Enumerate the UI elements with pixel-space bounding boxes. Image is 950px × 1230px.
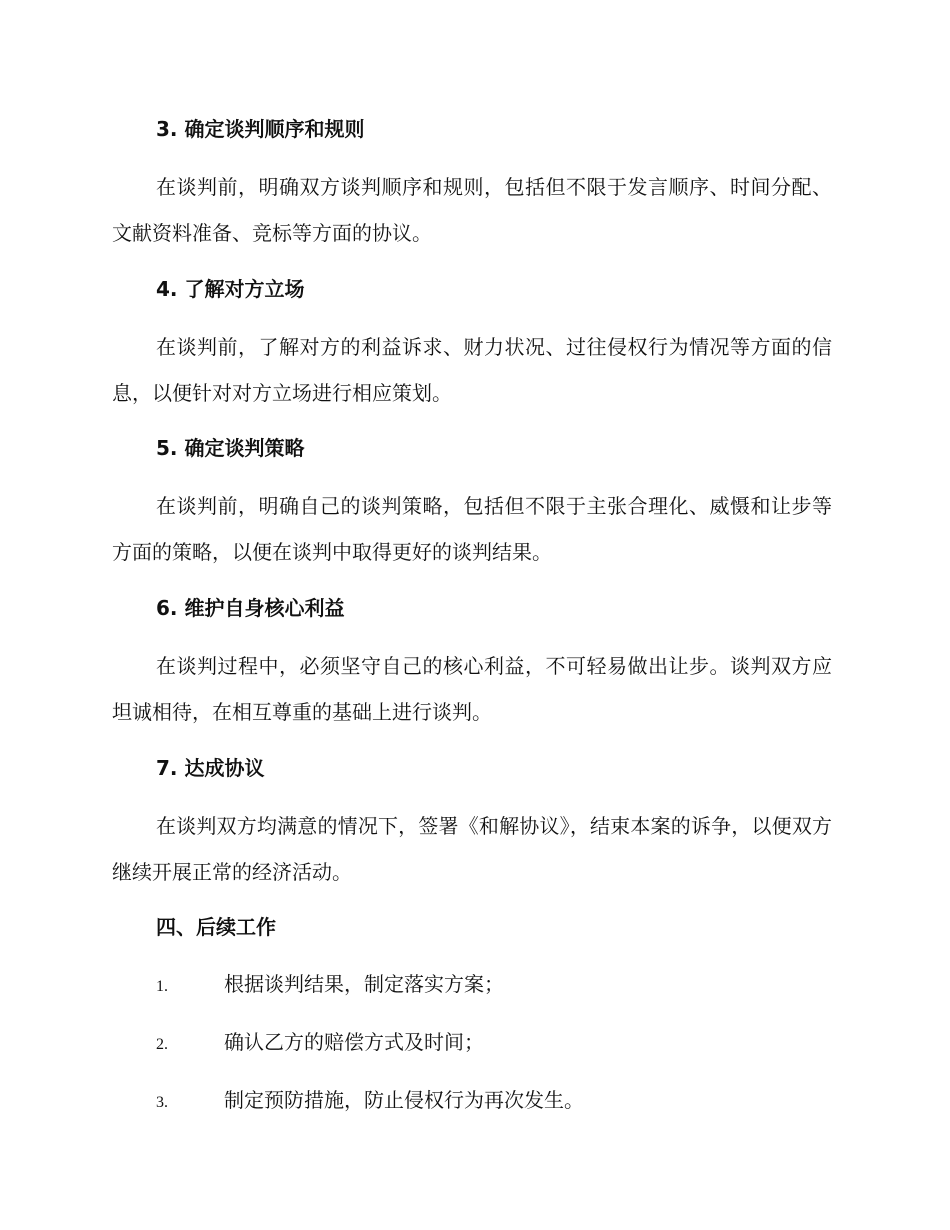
section-paragraph: 在谈判过程中，必须坚守自己的核心利益，不可轻易做出让步。谈判双方应坦诚相待，在相互尊重的基础上进行谈判。: [112, 654, 832, 724]
section-paragraph: 在谈判前，明确双方谈判顺序和规则，包括但不限于发言顺序、时间分配、文献资料准备、竞标等方面的协议。: [112, 175, 832, 245]
list-item: [156, 970, 504, 1001]
section-paragraph: 在谈判前，明确自己的谈判策略，包括但不限于主张合理化、威慑和让步等方面的策略，以便在谈判中取得更好的谈判结果。: [112, 494, 832, 564]
section-heading: 3. 确定谈判顺序和规则: [156, 117, 365, 141]
list-text: 确认乙方的赔偿方式及时间；: [224, 1030, 484, 1054]
list-number: 2.: [156, 1036, 168, 1053]
section-heading: 6. 维护自身核心利益: [156, 596, 345, 620]
list-text: 制定预防措施，防止侵权行为再次发生。: [224, 1088, 584, 1112]
section-paragraph: 在谈判双方均满意的情况下，签署《和解协议》，结束本案的诉争，以便双方继续开展正常的经济活动。: [112, 814, 832, 884]
section-four-heading: 四、后续工作: [156, 915, 276, 939]
section-paragraph: 在谈判前，了解对方的利益诉求、财力状况、过往侵权行为情况等方面的信息，以便针对对方立场进行相应策划。: [112, 335, 832, 405]
list-text: 根据谈判结果，制定落实方案；: [224, 972, 504, 996]
section-heading: 7. 达成协议: [156, 756, 265, 780]
list-number: 3.: [156, 1094, 168, 1111]
list-item: [156, 1086, 584, 1117]
section-heading: 5. 确定谈判策略: [156, 436, 305, 460]
list-item: [156, 1028, 484, 1059]
section-heading: 4. 了解对方立场: [156, 277, 305, 301]
list-number: 1.: [156, 978, 168, 995]
